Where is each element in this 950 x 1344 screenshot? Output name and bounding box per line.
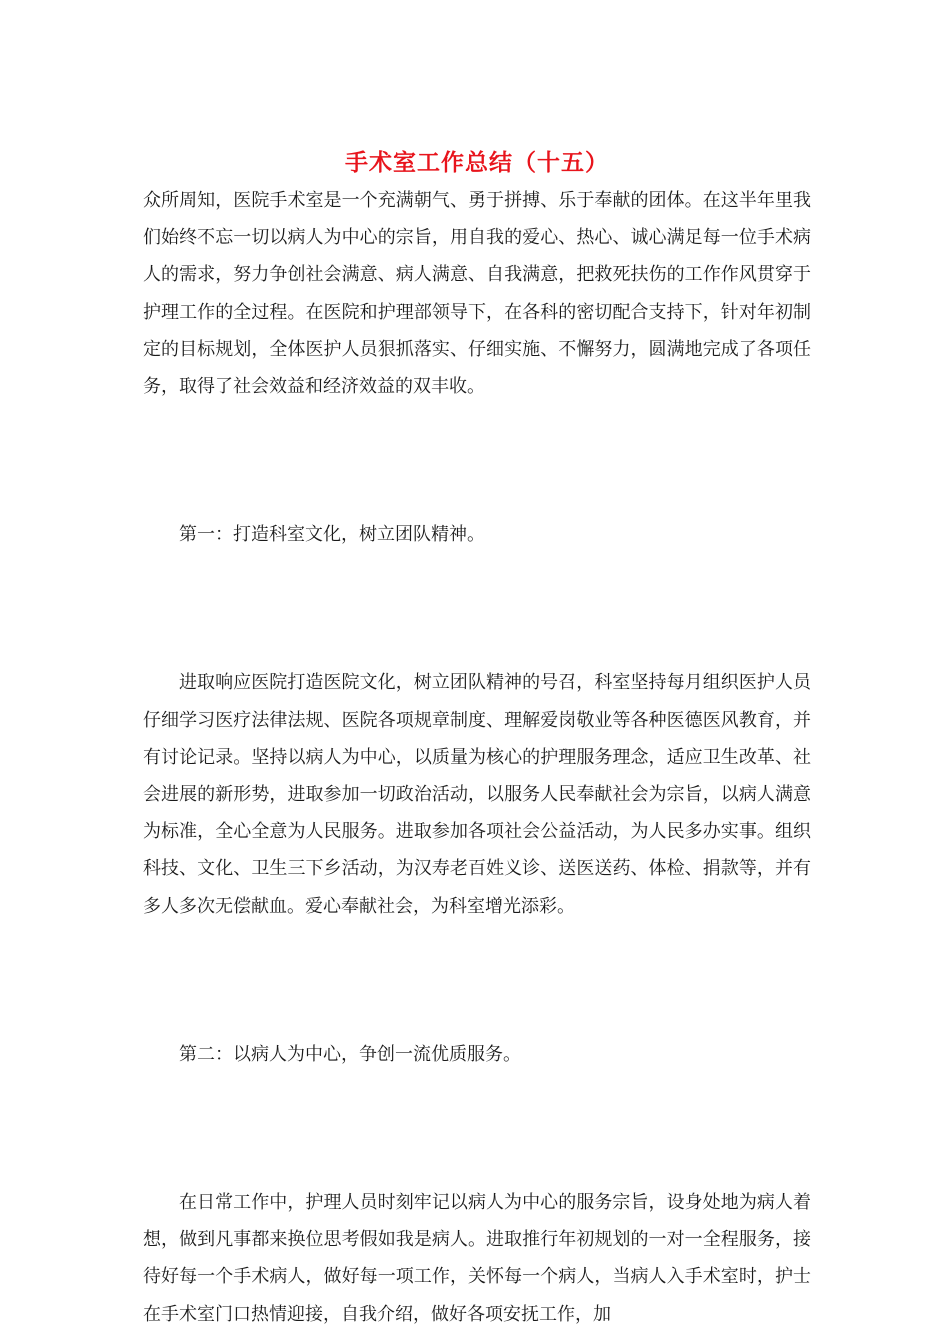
paragraph-spacer xyxy=(143,925,811,1036)
paragraph-spacer xyxy=(143,1073,811,1184)
paragraph-spacer xyxy=(143,405,811,516)
document-title: 手术室工作总结（十五） xyxy=(345,150,609,176)
section-heading-2: 第二：以病人为中心，争创一流优质服务。 xyxy=(179,1043,521,1065)
intro-paragraph: 众所周知，医院手术室是一个充满朝气、勇于拼搏、乐于奉献的团体。在这半年里我们始终不忘一切以病人为中心的宗旨，用自我的爱心、热心、诚心满足每一位手术病人的需求，努力争创社会满意、病人满意、自我满意，把救死扶伤的工作作风贯穿于护理工作的全过程。在医院和护理部领导下，在各科的密切配合支持下，针对年初制定的目标规划，全体医护人员狠抓落实、仔细实施、不懈努力，圆满地完成了各项任务，取得了社会效益和经济效益的双丰收。 xyxy=(143,190,811,398)
section-1-paragraph: 进取响应医院打造医院文化，树立团队精神的号召，科室坚持每月组织医护人员仔细学习医疗法律法规、医院各项规章制度、理解爱岗敬业等各种医德医风教育，并有讨论记录。坚持以病人为中心，以质量为核心的护理服务理念，适应卫生改革、社会进展的新形势，进取参加一切政治活动，以服务人民奉献社会为宗旨，以病人满意为标准，全心全意为人民服务。进取参加各项社会公益活动，为人民多办实事。组织科技、文化、卫生三下乡活动，为汉寿老百姓义诊、送医送药、体检、捐款等，并有多人多次无偿献血。爱心奉献社会，为科室增光添彩。 xyxy=(143,672,811,917)
section-2-paragraph: 在日常工作中，护理人员时刻牢记以病人为中心的服务宗旨，设身处地为病人着想，做到凡事都来换位思考假如我是病人。进取推行年初规划的一对一全程服务，接待好每一个手术病人，做好每一项工作，关怀每一个病人，当病人入手术室时，护士在手术室门口热情迎接，自我介绍，做好各项安抚工作，加 xyxy=(143,1192,811,1325)
document-body xyxy=(143,148,811,1333)
section-heading-1: 第一：打造科室文化，树立团队精神。 xyxy=(179,524,485,546)
paragraph-spacer xyxy=(143,553,811,664)
